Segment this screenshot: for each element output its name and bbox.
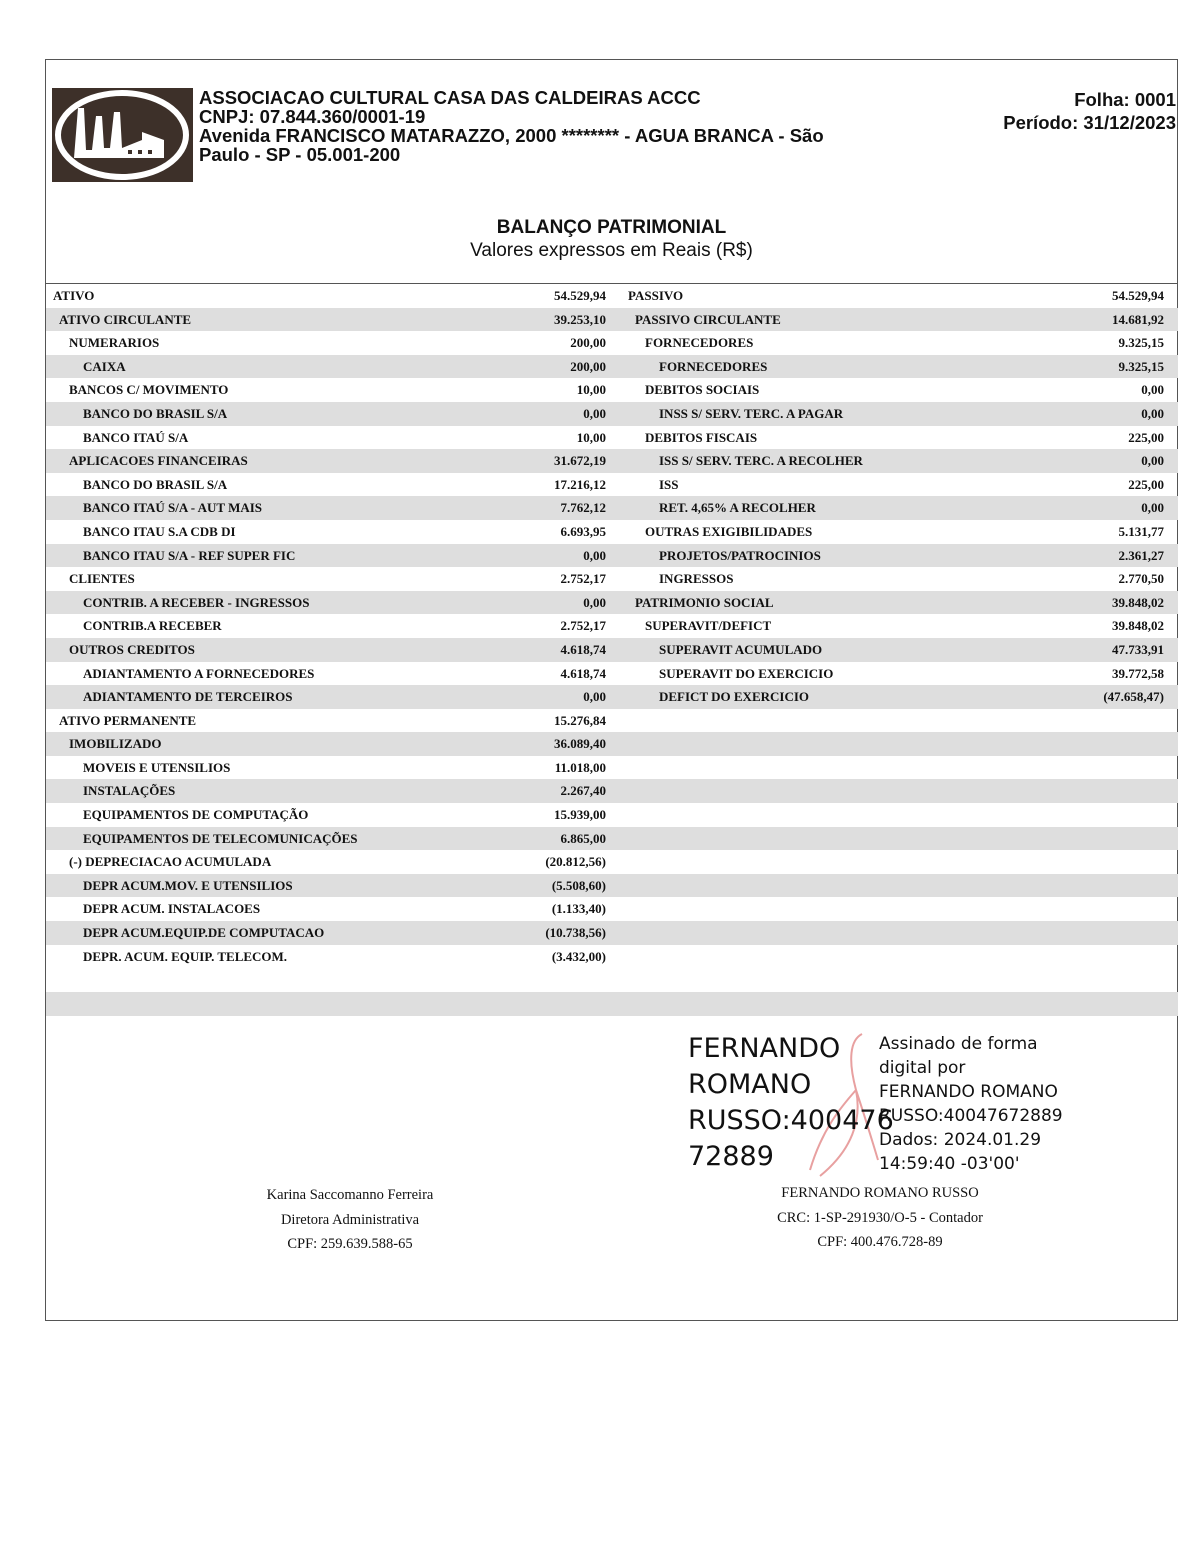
report-title: BALANÇO PATRIMONIAL (496, 217, 727, 238)
passivo-account-value: 225,00 (1128, 476, 1164, 492)
table-row (46, 284, 1178, 308)
ativo-account-value: 54.529,94 (554, 288, 606, 303)
ativo-account-label: ADIANTAMENTO A FORNECEDORES (83, 665, 315, 681)
passivo-account-value: 0,00 (1141, 382, 1164, 398)
passivo-account-label: FORNECEDORES (659, 358, 768, 374)
table-row (46, 378, 1178, 402)
table-row (46, 662, 1178, 686)
ativo-account-value: (1.133,40) (551, 901, 606, 917)
table-row (46, 874, 1178, 898)
ativo-account-value: 39.253,10 (554, 311, 606, 327)
factory-chimneys-logo-icon (52, 88, 193, 182)
passivo-account-label: ISS S/ SERV. TERC. A RECOLHER (659, 453, 863, 469)
digital-signature-name-line: RUSSO:400476 (688, 1105, 894, 1136)
ativo-account-value: 200,00 (570, 358, 606, 374)
digital-signature-name (688, 1031, 894, 1175)
company-cnpj: CNPJ: 07.844.360/0001-19 (199, 106, 426, 127)
sheet-number: Folha: 0001 (1074, 89, 1176, 110)
digital-signature-info-line: Assinado de forma (879, 1034, 1038, 1054)
signer-role: Diretora Administrativa (280, 1211, 420, 1228)
digital-signature-info-line: FERNANDO ROMANO (879, 1082, 1058, 1102)
ativo-account-value: (10.738,56) (545, 925, 606, 941)
table-row (46, 496, 1178, 520)
ativo-account-value: 6.865,00 (560, 830, 606, 846)
ativo-account-value: 31.672,19 (554, 453, 606, 469)
table-row (46, 850, 1178, 874)
table-row (46, 921, 1178, 945)
ativo-account-label: APLICACOES FINANCEIRAS (69, 453, 248, 469)
table-row (46, 756, 1178, 780)
ativo-account-label: DEPR ACUM.MOV. E UTENSILIOS (83, 877, 293, 893)
ativo-account-label: ATIVO PERMANENTE (59, 712, 197, 728)
signer-cpf: CPF: 259.639.588-65 (287, 1236, 413, 1252)
passivo-account-label: PATRIMONIO SOCIAL (635, 594, 774, 610)
ativo-account-label: ATIVO CIRCULANTE (59, 311, 192, 327)
passivo-account-value: 9.325,15 (1118, 358, 1164, 374)
digital-signature-info-line: RUSSO:40047672889 (879, 1106, 1063, 1126)
ativo-account-value: (3.432,00) (551, 948, 606, 964)
signer-name: FERNANDO ROMANO RUSSO (781, 1185, 979, 1201)
passivo-account-value: 0,00 (1141, 405, 1164, 421)
passivo-account-value: 9.325,15 (1118, 335, 1164, 351)
passivo-account-label: INGRESSOS (659, 571, 734, 587)
ativo-account-value: 10,00 (576, 429, 606, 445)
company-address-line2: Paulo - SP - 05.001-200 (199, 144, 401, 165)
ativo-account-value: 4.618,74 (560, 665, 606, 681)
table-row (46, 779, 1178, 803)
passivo-account-label: ISS (659, 476, 679, 492)
ativo-account-value: (5.508,60) (551, 877, 606, 893)
ativo-account-value: 6.693,95 (560, 523, 606, 539)
passivo-account-label: OUTRAS EXIGIBILIDADES (645, 523, 813, 539)
ativo-account-label: (-) DEPRECIACAO ACUMULADA (69, 854, 272, 870)
passivo-account-value: 0,00 (1141, 500, 1164, 516)
passivo-account-value: 54.529,94 (1112, 288, 1164, 303)
ativo-account-value: 17.216,12 (554, 476, 606, 492)
passivo-account-label: PROJETOS/PATROCINIOS (659, 547, 821, 563)
ativo-account-label: NUMERARIOS (69, 335, 160, 351)
ativo-account-label: ATIVO (53, 288, 95, 303)
ativo-account-label: CONTRIB.A RECEBER (83, 618, 222, 634)
ativo-account-value: 4.618,74 (560, 641, 606, 657)
ativo-account-label: BANCOS C/ MOVIMENTO (69, 382, 229, 398)
ativo-account-label: OUTROS CREDITOS (69, 641, 195, 657)
table-row (46, 968, 1178, 992)
passivo-account-label: DEBITOS FISCAIS (645, 429, 758, 445)
ativo-account-value: 2.752,17 (560, 618, 606, 634)
signer-name: Karina Saccomanno Ferreira (266, 1187, 434, 1203)
passivo-account-label: RET. 4,65% A RECOLHER (659, 500, 816, 516)
ativo-account-value: 11.018,00 (554, 759, 606, 775)
ativo-account-value: 200,00 (570, 335, 606, 351)
ativo-account-label: DEPR. ACUM. EQUIP. TELECOM. (83, 948, 288, 964)
signature-director (200, 1183, 500, 1257)
table-row (46, 591, 1178, 615)
passivo-account-label: SUPERAVIT ACUMULADO (659, 641, 823, 657)
table-footer-band (46, 992, 1178, 1016)
passivo-account-value: 5.131,77 (1118, 523, 1164, 539)
table-row (46, 803, 1178, 827)
table-row (46, 402, 1178, 426)
table-row (46, 732, 1178, 756)
ativo-account-value: 2.267,40 (560, 783, 606, 799)
signer-cpf: CPF: 400.476.728-89 (817, 1234, 943, 1250)
table-row (46, 685, 1178, 709)
passivo-account-value: 39.848,02 (1112, 618, 1164, 634)
passivo-account-label: INSS S/ SERV. TERC. A PAGAR (659, 405, 844, 421)
table-row (46, 945, 1178, 969)
sheet-info (1003, 88, 1176, 134)
table-row (46, 449, 1178, 473)
digital-signature-info-line: 14:59:40 -03'00' (879, 1154, 1020, 1174)
ativo-account-value: 0,00 (583, 689, 606, 705)
ativo-account-label: BANCO DO BRASIL S/A (83, 476, 228, 492)
ativo-account-label: BANCO ITAU S.A CDB DI (83, 523, 236, 539)
table-row (46, 473, 1178, 497)
ativo-account-label: MOVEIS E UTENSILIOS (83, 759, 231, 775)
passivo-account-value: 39.772,58 (1112, 665, 1164, 681)
ativo-account-value: (20.812,56) (545, 854, 606, 870)
ativo-account-label: IMOBILIZADO (69, 736, 162, 752)
passivo-account-value: 14.681,92 (1112, 311, 1164, 327)
passivo-account-value: 2.770,50 (1118, 571, 1164, 587)
report-subtitle: Valores expressos em Reais (R$) (470, 240, 753, 261)
passivo-account-label: FORNECEDORES (645, 335, 754, 351)
ativo-account-label: ADIANTAMENTO DE TERCEIROS (83, 689, 293, 705)
table-row (46, 638, 1178, 662)
digital-signature-name-line: ROMANO (688, 1069, 812, 1100)
passivo-account-value: 39.848,02 (1112, 594, 1164, 610)
passivo-account-value: 47.733,91 (1112, 641, 1164, 657)
digital-signature-info-line: digital por (879, 1058, 966, 1078)
ativo-account-value: 0,00 (583, 547, 606, 563)
ativo-account-label: DEPR ACUM.EQUIP.DE COMPUTACAO (83, 925, 325, 941)
table-row (46, 520, 1178, 544)
table-row (46, 308, 1178, 332)
passivo-account-value: 2.361,27 (1118, 547, 1164, 563)
table-row (46, 544, 1178, 568)
table-row (46, 426, 1178, 450)
passivo-account-label: DEFICT DO EXERCICIO (659, 689, 810, 705)
table-row (46, 897, 1178, 921)
ativo-account-label: EQUIPAMENTOS DE COMPUTAÇÃO (83, 807, 309, 823)
company-logo (52, 88, 193, 182)
passivo-account-label: DEBITOS SOCIAIS (645, 382, 760, 398)
passivo-account-label: SUPERAVIT/DEFICT (645, 618, 772, 634)
table-row (46, 614, 1178, 638)
ativo-account-value: 0,00 (583, 594, 606, 610)
ativo-account-label: BANCO DO BRASIL S/A (83, 405, 228, 421)
digital-signature-name-line: 72889 (688, 1141, 774, 1172)
ativo-account-label: CONTRIB. A RECEBER - INGRESSOS (83, 594, 310, 610)
ativo-account-label: DEPR ACUM. INSTALACOES (83, 901, 261, 917)
table-row (46, 331, 1178, 355)
company-header (199, 88, 889, 164)
ativo-account-value: 15.276,84 (554, 712, 606, 728)
digital-signature-info-line: Dados: 2024.01.29 (879, 1130, 1042, 1150)
passivo-account-label: PASSIVO (628, 288, 684, 303)
digital-signature-info (879, 1032, 1063, 1176)
digital-signature-name-line: FERNANDO (688, 1033, 841, 1064)
table-row (46, 567, 1178, 591)
ativo-account-value: 2.752,17 (560, 571, 606, 587)
ativo-account-label: INSTALAÇÕES (83, 783, 176, 799)
passivo-account-value: (47.658,47) (1103, 689, 1164, 705)
period: Período: 31/12/2023 (1003, 112, 1176, 133)
passivo-account-label: PASSIVO CIRCULANTE (635, 311, 781, 327)
ativo-account-value: 36.089,40 (554, 736, 606, 752)
signer-crc: CRC: 1-SP-291930/O-5 - Contador (777, 1209, 983, 1226)
ativo-account-value: 15.939,00 (554, 807, 606, 823)
company-address-line1: Avenida FRANCISCO MATARAZZO, 2000 ******** - AGUA BRANCA - São (199, 125, 824, 146)
company-name: ASSOCIACAO CULTURAL CASA DAS CALDEIRAS ACCC (199, 87, 701, 108)
table-row (46, 709, 1178, 733)
passivo-account-label: SUPERAVIT DO EXERCICIO (659, 665, 834, 681)
ativo-account-label: BANCO ITAU S/A - REF SUPER FIC (83, 547, 296, 563)
ativo-account-value: 7.762,12 (560, 500, 606, 516)
ativo-account-label: BANCO ITAÚ S/A (83, 429, 189, 445)
ativo-account-label: EQUIPAMENTOS DE TELECOMUNICAÇÕES (83, 830, 358, 846)
ativo-account-value: 10,00 (576, 382, 606, 398)
ativo-account-label: BANCO ITAÚ S/A - AUT MAIS (83, 500, 263, 516)
passivo-account-value: 225,00 (1128, 429, 1164, 445)
ativo-account-value: 0,00 (583, 405, 606, 421)
table-row (46, 355, 1178, 379)
passivo-account-value: 0,00 (1141, 453, 1164, 469)
balance-table (46, 284, 1178, 1016)
table-row (46, 827, 1178, 851)
ativo-account-label: CAIXA (83, 358, 126, 374)
ativo-account-label: CLIENTES (69, 571, 135, 587)
signature-accountant (730, 1181, 1030, 1255)
